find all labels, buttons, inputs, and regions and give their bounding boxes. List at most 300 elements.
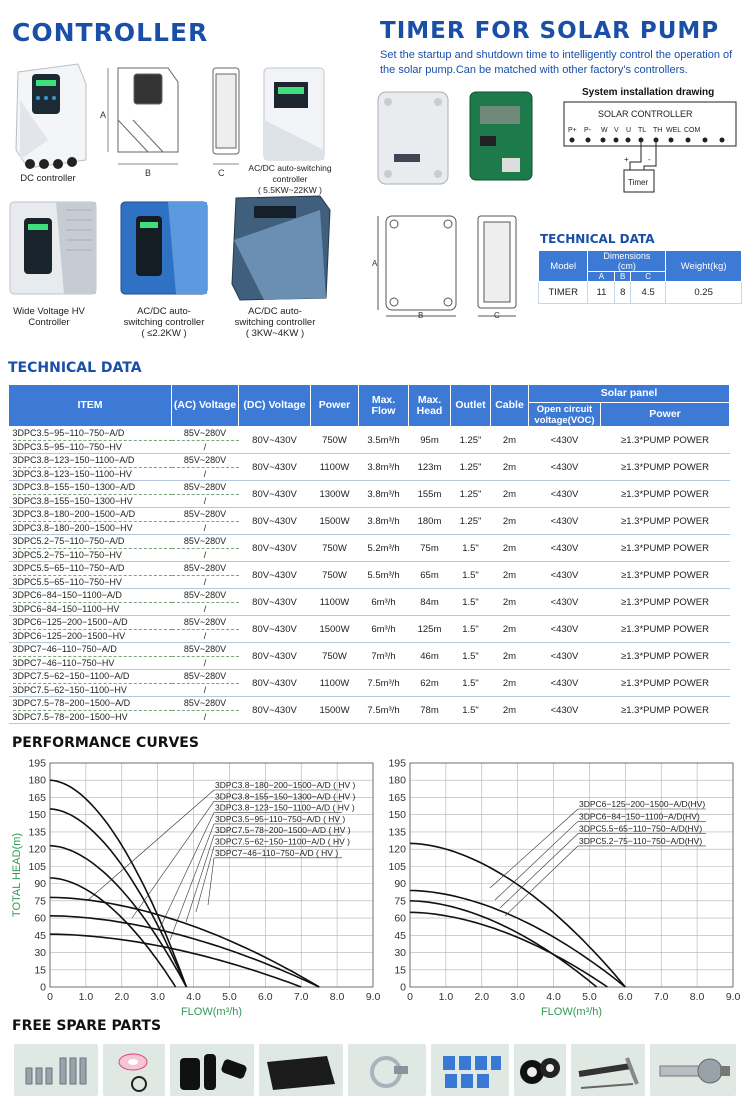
caption-acdc-large: AC/DC auto-switching controller ( 5.5KW~22KW ) (248, 163, 332, 195)
header-outlet: Outlet (451, 385, 491, 427)
series-label: 3DPC5.2−75−110−750−A/D(HV) (579, 835, 703, 846)
ac-voltage-hv: / (203, 495, 207, 506)
item-cell (9, 427, 172, 454)
x-tick-label: 3.0 (510, 991, 525, 1003)
y-tick-label: 105 (388, 860, 406, 873)
ac-voltage-hv: / (203, 549, 207, 560)
ac-voltage-ad: 85V~280V (172, 562, 239, 576)
spare-part-heat-shrink (170, 1044, 254, 1096)
y-tick-label: 165 (388, 791, 406, 804)
dc-voltage-cell: 80V~430V (239, 616, 311, 643)
power-cell: 1500W (311, 616, 359, 643)
timer-c-cell: 4.5 (631, 282, 666, 304)
item-cell (9, 670, 172, 697)
max-head-cell: 95m (409, 427, 451, 454)
power-cell: 1500W (311, 697, 359, 724)
series-label: 3DPC6−84−150−1100−A/D(HV) (579, 811, 700, 822)
tech-data-table (8, 384, 730, 724)
max-head-cell: 155m (409, 481, 451, 508)
panel-power-cell: ≥1.3*PUMP POWER (601, 589, 730, 616)
legend-leader (186, 835, 214, 922)
item-ad-model: 3DPC7−46−110−750−A/D (13, 643, 172, 657)
series-label: 3DPC3.5−95−110−750−A/D ( HV ) (215, 813, 346, 824)
cable-cell: 2m (491, 562, 529, 589)
panel-power-cell: ≥1.3*PUMP POWER (601, 481, 730, 508)
cable-cell: 2m (491, 670, 529, 697)
timer-dimensions-unit: (cm) (617, 261, 636, 271)
ac-voltage-cell (172, 427, 239, 454)
panel-power-cell: ≥1.3*PUMP POWER (601, 670, 730, 697)
installation-drawing (560, 84, 745, 200)
item-ad-model: 3DPC3.8−155−150−1300−A/D (13, 481, 172, 495)
dim-label-b: B (145, 168, 152, 178)
table-row (9, 697, 730, 724)
panel-power-cell: ≥1.3*PUMP POWER (601, 616, 730, 643)
controller-title: CONTROLLER (12, 18, 209, 47)
power-cell: 750W (311, 562, 359, 589)
max-flow-cell: 7.5m³/h (359, 670, 409, 697)
voc-cell: <430V (529, 508, 601, 535)
item-hv-model: 3DPC7.5−62−150−1100−HV (12, 684, 127, 695)
dc-voltage-cell: 80V~430V (239, 427, 311, 454)
x-tick-label: 6.0 (618, 991, 633, 1003)
controller-side-drawing (213, 68, 239, 164)
x-tick-label: 3.0 (150, 991, 165, 1003)
series-label: 3DPC3.8−123−150−1100−A/D ( HV ) (215, 802, 355, 813)
ac-voltage-hv: / (203, 468, 207, 479)
header-panel-power: Power (601, 403, 730, 427)
panel-power-cell: ≥1.3*PUMP POWER (601, 562, 730, 589)
panel-power-cell: ≥1.3*PUMP POWER (601, 535, 730, 562)
terminal-wel: WEL (666, 127, 682, 134)
ac-voltage-ad: 85V~280V (172, 589, 239, 603)
outlet-cell: 1.5" (451, 535, 491, 562)
voc-cell: <430V (529, 697, 601, 724)
item-ad-model: 3DPC3.5−95−110−750−A/D (13, 427, 172, 441)
table-row (9, 481, 730, 508)
max-flow-cell: 5.2m³/h (359, 535, 409, 562)
item-ad-model: 3DPC6−125−200−1500−A/D (13, 616, 172, 630)
timer-a-cell: 11 (588, 282, 615, 304)
y-tick-label: 195 (28, 757, 46, 770)
solar-controller-label: SOLAR CONTROLLER (598, 109, 693, 119)
dc-voltage-cell: 80V~430V (239, 670, 311, 697)
outlet-cell: 1.25" (451, 454, 491, 481)
y-tick-label: 165 (28, 791, 46, 804)
max-flow-cell: 3.5m³/h (359, 427, 409, 454)
item-hv-model: 3DPC3.8−180−200−1500−HV (12, 522, 133, 533)
wire-plus: + (624, 155, 629, 164)
header-max-head: Max. Head (409, 385, 451, 427)
series-label: 3DPC3.8−180−200−1500−A/D ( HV ) (215, 780, 356, 790)
voc-cell: <430V (529, 589, 601, 616)
ac-voltage-cell (172, 481, 239, 508)
performance-chart-1 (11, 758, 380, 1019)
spare-part-tool (571, 1044, 645, 1096)
power-cell: 1500W (311, 508, 359, 535)
x-tick-label: 7.0 (653, 991, 669, 1003)
item-cell (9, 697, 172, 724)
ac-voltage-ad: 85V~280V (172, 481, 239, 495)
header-ac-voltage: (AC) Voltage (172, 385, 239, 427)
caption-wide-voltage: Wide Voltage HV Controller (13, 306, 85, 328)
spare-part-hose-clamp (348, 1044, 426, 1096)
y-tick-label: 15 (394, 964, 406, 977)
spare-part-cable-sleeve (259, 1044, 343, 1096)
power-cell: 1100W (311, 454, 359, 481)
ac-voltage-cell (172, 589, 239, 616)
ac-voltage-ad: 85V~280V (172, 670, 239, 684)
ac-voltage-cell (172, 508, 239, 535)
outlet-cell: 1.25" (451, 427, 491, 454)
dc-voltage-cell: 80V~430V (239, 697, 311, 724)
header-solar-panel: Solar panel (529, 385, 730, 403)
series-label: 3DPC3.8−155−150−1300−A/D ( HV ) (215, 791, 356, 802)
item-cell (9, 535, 172, 562)
dc-voltage-cell: 80V~430V (239, 562, 311, 589)
dc-voltage-cell: 80V~430V (239, 481, 311, 508)
max-flow-cell: 5.5m³/h (359, 562, 409, 589)
outlet-cell: 1.5" (451, 697, 491, 724)
terminal-p-plus: P+ (568, 127, 577, 134)
ac-voltage-cell (172, 562, 239, 589)
max-head-cell: 123m (409, 454, 451, 481)
legend-leader (490, 809, 578, 888)
outlet-cell: 1.5" (451, 643, 491, 670)
item-cell (9, 508, 172, 535)
timer-tech-title: TECHNICAL DATA (540, 232, 655, 246)
panel-power-cell: ≥1.3*PUMP POWER (601, 508, 730, 535)
y-tick-label: 30 (394, 947, 406, 960)
timer-outline-drawing (378, 216, 456, 316)
spare-part-coupling (650, 1044, 736, 1096)
y-tick-label: 135 (388, 826, 406, 839)
legend-leader (500, 834, 578, 908)
timer-model-header: Model (539, 251, 588, 282)
wire-minus: - (648, 155, 651, 164)
item-hv-model: 3DPC7−46−110−750−HV (12, 657, 115, 668)
x-tick-label: 9.0 (365, 991, 381, 1003)
y-tick-label: 195 (388, 757, 406, 770)
power-cell: 750W (311, 535, 359, 562)
max-head-cell: 65m (409, 562, 451, 589)
cable-cell: 2m (491, 454, 529, 481)
legend-leader (505, 846, 578, 916)
max-head-cell: 46m (409, 643, 451, 670)
y-tick-label: 150 (28, 809, 46, 822)
series-label: 3DPC7.5−62−150−1100−A/D ( HV ) (215, 836, 350, 847)
ac-voltage-hv: / (203, 657, 207, 668)
spare-part-screws (14, 1044, 98, 1096)
y-tick-label: 180 (388, 774, 406, 787)
voc-cell: <430V (529, 454, 601, 481)
item-hv-model: 3DPC7.5−78−200−1500−HV (12, 711, 128, 722)
ac-voltage-cell (172, 454, 239, 481)
curve-series (50, 878, 176, 987)
header-cable: Cable (491, 385, 529, 427)
item-hv-model: 3DPC3.5−95−110−750−HV (12, 441, 122, 452)
cable-cell: 2m (491, 589, 529, 616)
x-tick-label: 0 (47, 991, 53, 1003)
header-dc-voltage: (DC) Voltage (239, 385, 311, 427)
acdc-medium-controller-image (232, 196, 330, 300)
ac-voltage-hv: / (203, 630, 207, 641)
x-tick-label: 6.0 (258, 991, 273, 1003)
curve-series (50, 897, 319, 987)
caption-acdc-medium: AC/DC auto- switching controller ( 3KW~4KW ) (234, 306, 316, 339)
y-tick-label: 60 (394, 912, 406, 925)
table-row (9, 508, 730, 535)
table-row (9, 562, 730, 589)
cable-cell: 2m (491, 508, 529, 535)
panel-power-cell: ≥1.3*PUMP POWER (601, 454, 730, 481)
timer-side-drawing (478, 216, 516, 316)
item-ad-model: 3DPC7.5−62−150−1100−A/D (13, 670, 172, 684)
outlet-cell: 1.25" (451, 508, 491, 535)
timer-b-cell: 8 (615, 282, 631, 304)
item-hv-model: 3DPC6−84−150−1100−HV (12, 603, 120, 614)
timer-box-label: Timer (628, 178, 649, 187)
x-tick-label: 0 (407, 991, 413, 1003)
controller-outline-drawing (108, 68, 178, 164)
tech-data-title: TECHNICAL DATA (8, 360, 142, 376)
ac-voltage-cell (172, 697, 239, 724)
dim-label-c: C (218, 168, 225, 178)
terminal-w: W (601, 127, 608, 134)
timer-dim-a: A (372, 259, 378, 268)
max-flow-cell: 6m³/h (359, 616, 409, 643)
ac-voltage-hv: / (203, 603, 207, 614)
item-cell (9, 454, 172, 481)
x-tick-label: 1.0 (78, 991, 94, 1003)
item-hv-model: 3DPC5.2−75−110−750−HV (12, 549, 122, 560)
y-tick-label: 30 (34, 947, 46, 960)
x-tick-label: 2.0 (474, 991, 490, 1003)
curve-series (410, 912, 607, 987)
table-row (9, 616, 730, 643)
ac-voltage-hv: / (203, 576, 207, 587)
dc-voltage-cell: 80V~430V (239, 643, 311, 670)
voc-cell: <430V (529, 427, 601, 454)
ac-voltage-cell (172, 643, 239, 670)
timer-weight-header: Weight(kg) (666, 251, 742, 282)
timer-col-c: C (631, 272, 666, 282)
item-cell (9, 616, 172, 643)
y-tick-label: 0 (400, 981, 406, 994)
max-head-cell: 125m (409, 616, 451, 643)
panel-power-cell: ≥1.3*PUMP POWER (601, 697, 730, 724)
ac-voltage-ad: 85V~280V (172, 535, 239, 549)
ac-voltage-ad: 85V~280V (172, 616, 239, 630)
max-head-cell: 180m (409, 508, 451, 535)
max-flow-cell: 6m³/h (359, 589, 409, 616)
install-title: System installation drawing (582, 87, 715, 98)
item-ad-model: 3DPC6−84−150−1100−A/D (13, 589, 172, 603)
acdc-small-controller-image (121, 202, 207, 294)
ac-voltage-ad: 85V~280V (172, 454, 239, 468)
y-tick-label: 105 (28, 860, 46, 873)
outlet-cell: 1.5" (451, 670, 491, 697)
max-head-cell: 62m (409, 670, 451, 697)
dc-voltage-cell: 80V~430V (239, 454, 311, 481)
ac-voltage-ad: 85V~280V (172, 697, 239, 711)
power-cell: 1100W (311, 589, 359, 616)
timer-col-b: B (615, 272, 631, 282)
cable-cell: 2m (491, 535, 529, 562)
max-head-cell: 84m (409, 589, 451, 616)
y-tick-label: 75 (394, 895, 406, 908)
outlet-cell: 1.5" (451, 616, 491, 643)
acdc-large-controller-image (264, 68, 324, 160)
y-tick-label: 45 (394, 929, 406, 942)
table-row (9, 589, 730, 616)
ac-voltage-cell (172, 616, 239, 643)
item-ad-model: 3DPC5.5−65−110−750−A/D (13, 562, 172, 576)
y-tick-label: 90 (394, 878, 406, 891)
ac-voltage-ad: 85V~280V (172, 643, 239, 657)
cable-cell: 2m (491, 643, 529, 670)
y-tick-label: 150 (388, 809, 406, 822)
table-row (9, 427, 730, 454)
terminal-v: V (614, 127, 619, 134)
x-axis-label: FLOW(m³/h) (540, 1006, 603, 1018)
timer-images (372, 88, 536, 320)
series-label: 3DPC5.5−65−110−750−A/D(HV) (579, 823, 703, 834)
y-tick-label: 60 (34, 912, 46, 925)
panel-power-cell: ≥1.3*PUMP POWER (601, 427, 730, 454)
ac-voltage-cell (172, 670, 239, 697)
header-item: ITEM (9, 385, 172, 427)
x-tick-label: 8.0 (329, 991, 345, 1003)
ac-voltage-cell (172, 535, 239, 562)
panel-power-cell: ≥1.3*PUMP POWER (601, 643, 730, 670)
item-hv-model: 3DPC5.5−65−110−750−HV (12, 576, 122, 587)
dim-label-a: A (100, 110, 107, 120)
terminal-th: TH (653, 127, 663, 134)
header-max-flow: Max. Flow (359, 385, 409, 427)
dc-voltage-cell: 80V~430V (239, 535, 311, 562)
y-tick-label: 90 (34, 878, 46, 891)
curve-series (410, 901, 597, 987)
timer-dim-c: C (494, 311, 500, 320)
timer-board-photo (470, 92, 532, 180)
x-tick-label: 4.0 (186, 991, 201, 1003)
cable-cell: 2m (491, 481, 529, 508)
timer-description: Set the startup and shutdown time to intelligently control the operation of the solar pump.Can be matched with other factory's controllers. (380, 49, 733, 76)
terminal-tl: TL (638, 127, 647, 134)
header-voc: Open circuit voltage(VOC) (529, 403, 601, 427)
max-head-cell: 78m (409, 697, 451, 724)
item-cell (9, 481, 172, 508)
timer-title: TIMER FOR SOLAR PUMP (380, 18, 720, 44)
voc-cell: <430V (529, 670, 601, 697)
timer-tech-table (538, 250, 742, 304)
power-cell: 750W (311, 427, 359, 454)
outlet-cell: 1.5" (451, 589, 491, 616)
y-tick-label: 120 (388, 843, 406, 856)
table-row (9, 670, 730, 697)
performance-chart-2 (388, 758, 740, 1019)
y-tick-label: 120 (28, 843, 46, 856)
item-cell (9, 562, 172, 589)
max-flow-cell: 7.5m³/h (359, 697, 409, 724)
table-row (9, 535, 730, 562)
max-flow-cell: 3.8m³/h (359, 508, 409, 535)
item-hv-model: 3DPC6−125−200−1500−HV (12, 630, 126, 641)
item-ad-model: 3DPC3.8−123−150−1100−A/D (13, 454, 172, 468)
header-power: Power (311, 385, 359, 427)
y-axis-label: TOTAL HEAD(m) (11, 832, 23, 918)
power-cell: 750W (311, 643, 359, 670)
ac-voltage-hv: / (203, 711, 207, 722)
max-flow-cell: 3.8m³/h (359, 454, 409, 481)
item-ad-model: 3DPC5.2−75−110−750−A/D (13, 535, 172, 549)
item-ad-model: 3DPC7.5−78−200−1500−A/D (13, 697, 172, 711)
voc-cell: <430V (529, 616, 601, 643)
max-head-cell: 75m (409, 535, 451, 562)
timer-col-a: A (588, 272, 615, 282)
x-tick-label: 2.0 (114, 991, 130, 1003)
spare-part-insulation-tape (514, 1044, 566, 1096)
x-tick-label: 5.0 (582, 991, 597, 1003)
legend-leader (495, 821, 578, 900)
dc-voltage-cell: 80V~430V (239, 508, 311, 535)
outlet-cell: 1.5" (451, 562, 491, 589)
performance-title: PERFORMANCE CURVES (12, 735, 199, 751)
voc-cell: <430V (529, 643, 601, 670)
performance-charts (0, 750, 750, 1022)
power-cell: 1300W (311, 481, 359, 508)
table-row (9, 454, 730, 481)
x-tick-label: 5.0 (222, 991, 237, 1003)
cable-cell: 2m (491, 427, 529, 454)
max-flow-cell: 3.8m³/h (359, 481, 409, 508)
ac-voltage-hv: / (203, 684, 207, 695)
x-axis-label: FLOW(m³/h) (180, 1006, 243, 1018)
spare-part-connectors (431, 1044, 509, 1096)
terminal-p-minus: P- (584, 127, 591, 134)
timer-dim-b: B (418, 311, 424, 320)
timer-model-cell: TIMER (539, 282, 588, 304)
max-flow-cell: 7m³/h (359, 643, 409, 670)
caption-dc-controller: DC controller (20, 173, 76, 184)
x-tick-label: 7.0 (293, 991, 309, 1003)
x-tick-label: 1.0 (438, 991, 454, 1003)
spare-part-tape-and-ring (103, 1044, 165, 1096)
ac-voltage-ad: 85V~280V (172, 427, 239, 441)
ac-voltage-hv: / (203, 522, 207, 533)
terminal-com: COM (684, 127, 701, 134)
voc-cell: <430V (529, 562, 601, 589)
item-hv-model: 3DPC3.8−123−150−1100−HV (12, 468, 132, 479)
item-ad-model: 3DPC3.8−180−200−1500−A/D (13, 508, 172, 522)
dc-controller-image (16, 64, 86, 169)
x-tick-label: 4.0 (546, 991, 561, 1003)
timer-table-row (539, 282, 742, 304)
y-tick-label: 0 (40, 981, 46, 994)
series-label: 3DPC6−125−200−1500−A/D(HV) (579, 799, 706, 809)
y-tick-label: 135 (28, 826, 46, 839)
series-label: 3DPC7−46−110−750−A/D ( HV ) (215, 847, 339, 858)
item-hv-model: 3DPC3.8−155−150−1300−HV (12, 495, 133, 506)
y-tick-label: 15 (34, 964, 46, 977)
dc-voltage-cell: 80V~430V (239, 589, 311, 616)
terminal-u: U (626, 127, 632, 134)
voc-cell: <430V (529, 481, 601, 508)
caption-acdc-small: AC/DC auto- switching controller ( ≤2.2KW ) (123, 306, 205, 339)
timer-dimensions-header: Dimensions (603, 251, 651, 261)
plot-frame (410, 763, 733, 987)
